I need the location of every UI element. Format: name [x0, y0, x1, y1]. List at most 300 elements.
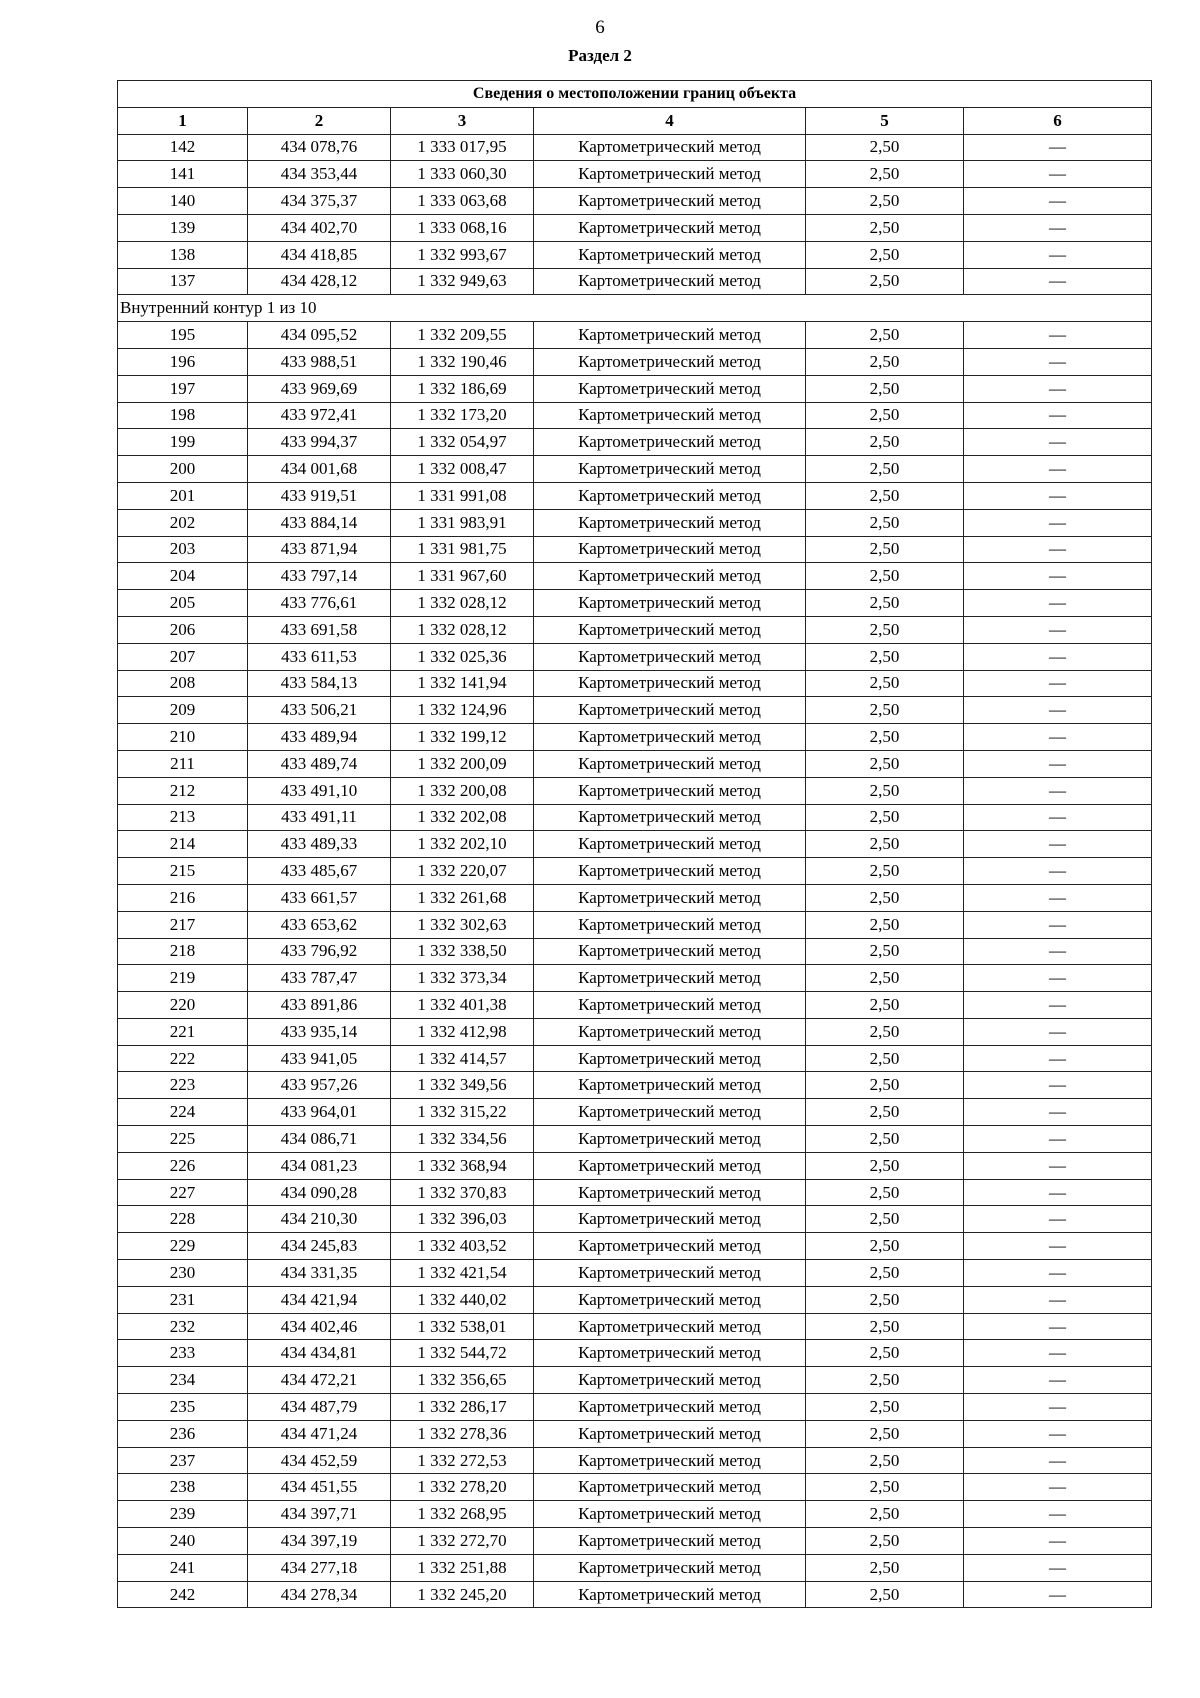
table-row — [118, 1528, 1152, 1555]
note-cell: — — [964, 911, 1152, 938]
coordinate-x-cell: 433 489,74 — [248, 750, 391, 777]
method-cell: Картометрический метод — [534, 456, 806, 483]
method-cell: Картометрический метод — [534, 241, 806, 268]
point-number-cell: 219 — [118, 965, 248, 992]
coordinate-y-cell: 1 332 544,72 — [391, 1340, 534, 1367]
coordinate-y-cell: 1 332 272,70 — [391, 1528, 534, 1555]
table-row — [118, 831, 1152, 858]
point-number-cell: 240 — [118, 1528, 248, 1555]
point-number-cell: 227 — [118, 1179, 248, 1206]
accuracy-cell: 2,50 — [806, 858, 964, 885]
note-cell: — — [964, 509, 1152, 536]
coordinate-x-cell: 434 472,21 — [248, 1367, 391, 1394]
coordinate-y-cell: 1 332 054,97 — [391, 429, 534, 456]
point-number-cell: 142 — [118, 134, 248, 161]
coordinate-y-cell: 1 331 983,91 — [391, 509, 534, 536]
point-number-cell: 138 — [118, 241, 248, 268]
coordinate-y-cell: 1 332 286,17 — [391, 1394, 534, 1421]
table-row — [118, 911, 1152, 938]
accuracy-cell: 2,50 — [806, 402, 964, 429]
coordinate-x-cell: 434 245,83 — [248, 1233, 391, 1260]
point-number-cell: 239 — [118, 1501, 248, 1528]
coordinate-y-cell: 1 332 401,38 — [391, 992, 534, 1019]
coordinate-y-cell: 1 332 202,08 — [391, 804, 534, 831]
point-number-cell: 137 — [118, 268, 248, 295]
point-number-cell: 235 — [118, 1394, 248, 1421]
note-cell: — — [964, 724, 1152, 751]
method-cell: Картометрический метод — [534, 992, 806, 1019]
accuracy-cell: 2,50 — [806, 1179, 964, 1206]
note-cell: — — [964, 1233, 1152, 1260]
note-cell: — — [964, 188, 1152, 215]
coordinate-y-cell: 1 332 278,20 — [391, 1474, 534, 1501]
point-number-cell: 208 — [118, 670, 248, 697]
accuracy-cell: 2,50 — [806, 241, 964, 268]
accuracy-cell: 2,50 — [806, 1554, 964, 1581]
point-number-cell: 198 — [118, 402, 248, 429]
point-number-cell: 212 — [118, 777, 248, 804]
method-cell: Картометрический метод — [534, 563, 806, 590]
method-cell: Картометрический метод — [534, 911, 806, 938]
coordinate-y-cell: 1 332 278,36 — [391, 1420, 534, 1447]
coordinate-x-cell: 434 428,12 — [248, 268, 391, 295]
coordinate-x-cell: 433 919,51 — [248, 482, 391, 509]
note-cell: — — [964, 429, 1152, 456]
coordinate-x-cell: 433 964,01 — [248, 1099, 391, 1126]
coordinate-y-cell: 1 332 245,20 — [391, 1581, 534, 1608]
coordinate-y-cell: 1 332 356,65 — [391, 1367, 534, 1394]
method-cell: Картометрический метод — [534, 884, 806, 911]
table-row — [118, 670, 1152, 697]
note-cell: — — [964, 1367, 1152, 1394]
coordinate-x-cell: 433 797,14 — [248, 563, 391, 590]
note-cell: — — [964, 1420, 1152, 1447]
method-cell: Картометрический метод — [534, 750, 806, 777]
accuracy-cell: 2,50 — [806, 1152, 964, 1179]
method-cell: Картометрический метод — [534, 509, 806, 536]
note-cell: — — [964, 965, 1152, 992]
coordinate-x-cell: 434 375,37 — [248, 188, 391, 215]
accuracy-cell: 2,50 — [806, 1501, 964, 1528]
method-cell: Картометрический метод — [534, 1528, 806, 1555]
coordinate-x-cell: 433 871,94 — [248, 536, 391, 563]
coordinate-y-cell: 1 332 949,63 — [391, 268, 534, 295]
note-cell: — — [964, 1179, 1152, 1206]
note-cell: — — [964, 1152, 1152, 1179]
point-number-cell: 228 — [118, 1206, 248, 1233]
table-row — [118, 456, 1152, 483]
point-number-cell: 232 — [118, 1313, 248, 1340]
accuracy-cell: 2,50 — [806, 188, 964, 215]
note-cell: — — [964, 348, 1152, 375]
table-row — [118, 1126, 1152, 1153]
method-cell: Картометрический метод — [534, 1367, 806, 1394]
coordinate-x-cell: 433 653,62 — [248, 911, 391, 938]
accuracy-cell: 2,50 — [806, 911, 964, 938]
table-row — [118, 724, 1152, 751]
accuracy-cell: 2,50 — [806, 938, 964, 965]
accuracy-cell: 2,50 — [806, 1474, 964, 1501]
table-row — [118, 938, 1152, 965]
method-cell: Картометрический метод — [534, 1152, 806, 1179]
accuracy-cell: 2,50 — [806, 1260, 964, 1287]
method-cell: Картометрический метод — [534, 1447, 806, 1474]
coordinate-y-cell: 1 332 396,03 — [391, 1206, 534, 1233]
method-cell: Картометрический метод — [534, 1206, 806, 1233]
coordinate-y-cell: 1 332 421,54 — [391, 1260, 534, 1287]
point-number-cell: 234 — [118, 1367, 248, 1394]
note-cell: — — [964, 402, 1152, 429]
coordinate-y-cell: 1 332 220,07 — [391, 858, 534, 885]
coordinate-x-cell: 434 210,30 — [248, 1206, 391, 1233]
table-row — [118, 992, 1152, 1019]
coordinate-x-cell: 434 471,24 — [248, 1420, 391, 1447]
accuracy-cell: 2,50 — [806, 804, 964, 831]
table-row — [118, 616, 1152, 643]
point-number-cell: 205 — [118, 590, 248, 617]
accuracy-cell: 2,50 — [806, 724, 964, 751]
method-cell: Картометрический метод — [534, 1072, 806, 1099]
method-cell: Картометрический метод — [534, 804, 806, 831]
accuracy-cell: 2,50 — [806, 1045, 964, 1072]
accuracy-cell: 2,50 — [806, 348, 964, 375]
method-cell: Картометрический метод — [534, 616, 806, 643]
point-number-cell: 210 — [118, 724, 248, 751]
coordinate-x-cell: 433 957,26 — [248, 1072, 391, 1099]
point-number-cell: 215 — [118, 858, 248, 885]
page-number: 6 — [595, 17, 605, 38]
coordinate-x-cell: 434 331,35 — [248, 1260, 391, 1287]
coordinate-y-cell: 1 332 008,47 — [391, 456, 534, 483]
table-row — [118, 1179, 1152, 1206]
point-number-cell: 202 — [118, 509, 248, 536]
table-caption-row — [118, 81, 1152, 108]
accuracy-cell: 2,50 — [806, 616, 964, 643]
method-cell: Картометрический метод — [534, 1474, 806, 1501]
coordinate-x-cell: 434 397,19 — [248, 1528, 391, 1555]
coordinate-y-cell: 1 332 538,01 — [391, 1313, 534, 1340]
contour-section — [118, 295, 1152, 322]
note-cell: — — [964, 1072, 1152, 1099]
point-number-cell: 140 — [118, 188, 248, 215]
column-number: 5 — [806, 107, 964, 134]
table-row — [118, 858, 1152, 885]
note-cell: — — [964, 858, 1152, 885]
method-cell: Картометрический метод — [534, 375, 806, 402]
table-row — [118, 750, 1152, 777]
point-number-cell: 203 — [118, 536, 248, 563]
note-cell: — — [964, 1206, 1152, 1233]
coordinate-x-cell: 433 691,58 — [248, 616, 391, 643]
accuracy-cell: 2,50 — [806, 134, 964, 161]
note-cell: — — [964, 1260, 1152, 1287]
coordinate-y-cell: 1 332 209,55 — [391, 322, 534, 349]
note-cell: — — [964, 482, 1152, 509]
coordinate-x-cell: 433 776,61 — [248, 590, 391, 617]
coordinate-y-cell: 1 332 141,94 — [391, 670, 534, 697]
note-cell: — — [964, 643, 1152, 670]
coordinate-x-cell: 433 611,53 — [248, 643, 391, 670]
method-cell: Картометрический метод — [534, 1099, 806, 1126]
coordinate-x-cell: 434 095,52 — [248, 322, 391, 349]
point-number-cell: 197 — [118, 375, 248, 402]
method-cell: Картометрический метод — [534, 697, 806, 724]
table-row — [118, 1045, 1152, 1072]
coordinate-x-cell: 433 994,37 — [248, 429, 391, 456]
table-row — [118, 884, 1152, 911]
contour-header-row — [118, 295, 1152, 322]
point-number-cell: 242 — [118, 1581, 248, 1608]
coordinate-y-cell: 1 332 186,69 — [391, 375, 534, 402]
accuracy-cell: 2,50 — [806, 375, 964, 402]
accuracy-cell: 2,50 — [806, 214, 964, 241]
coordinate-x-cell: 433 941,05 — [248, 1045, 391, 1072]
note-cell: — — [964, 1313, 1152, 1340]
coordinate-x-cell: 433 935,14 — [248, 1018, 391, 1045]
coordinate-y-cell: 1 332 414,57 — [391, 1045, 534, 1072]
method-cell: Картометрический метод — [534, 536, 806, 563]
point-number-cell: 139 — [118, 214, 248, 241]
table-row — [118, 965, 1152, 992]
point-number-cell: 209 — [118, 697, 248, 724]
accuracy-cell: 2,50 — [806, 750, 964, 777]
coordinate-y-cell: 1 332 338,50 — [391, 938, 534, 965]
method-cell: Картометрический метод — [534, 322, 806, 349]
table-row — [118, 322, 1152, 349]
method-cell: Картометрический метод — [534, 1581, 806, 1608]
point-number-cell: 241 — [118, 1554, 248, 1581]
note-cell: — — [964, 1045, 1152, 1072]
method-cell: Картометрический метод — [534, 1420, 806, 1447]
note-cell: — — [964, 1286, 1152, 1313]
coordinate-y-cell: 1 332 368,94 — [391, 1152, 534, 1179]
accuracy-cell: 2,50 — [806, 1286, 964, 1313]
coordinate-y-cell: 1 333 017,95 — [391, 134, 534, 161]
method-cell: Картометрический метод — [534, 1554, 806, 1581]
coordinate-x-cell: 433 972,41 — [248, 402, 391, 429]
accuracy-cell: 2,50 — [806, 992, 964, 1019]
note-cell: — — [964, 1554, 1152, 1581]
coordinate-y-cell: 1 332 200,08 — [391, 777, 534, 804]
point-number-cell: 195 — [118, 322, 248, 349]
point-number-cell: 222 — [118, 1045, 248, 1072]
accuracy-cell: 2,50 — [806, 456, 964, 483]
point-number-cell: 200 — [118, 456, 248, 483]
method-cell: Картометрический метод — [534, 590, 806, 617]
table-row — [118, 1474, 1152, 1501]
table-row — [118, 1420, 1152, 1447]
note-cell: — — [964, 884, 1152, 911]
accuracy-cell: 2,50 — [806, 322, 964, 349]
note-cell: — — [964, 1099, 1152, 1126]
table-row — [118, 590, 1152, 617]
note-cell: — — [964, 1018, 1152, 1045]
coordinate-x-cell: 433 884,14 — [248, 509, 391, 536]
point-number-cell: 217 — [118, 911, 248, 938]
coordinate-y-cell: 1 332 199,12 — [391, 724, 534, 751]
coordinate-y-cell: 1 332 302,63 — [391, 911, 534, 938]
method-cell: Картометрический метод — [534, 134, 806, 161]
coordinate-y-cell: 1 333 068,16 — [391, 214, 534, 241]
note-cell: — — [964, 670, 1152, 697]
coordinate-x-cell: 434 452,59 — [248, 1447, 391, 1474]
method-cell: Картометрический метод — [534, 482, 806, 509]
accuracy-cell: 2,50 — [806, 1206, 964, 1233]
method-cell: Картометрический метод — [534, 1179, 806, 1206]
method-cell: Картометрический метод — [534, 188, 806, 215]
coordinate-x-cell: 433 661,57 — [248, 884, 391, 911]
table-row — [118, 509, 1152, 536]
coordinate-x-cell: 434 078,76 — [248, 134, 391, 161]
method-cell: Картометрический метод — [534, 1018, 806, 1045]
column-number: 3 — [391, 107, 534, 134]
point-number-cell: 226 — [118, 1152, 248, 1179]
coordinate-x-cell: 433 506,21 — [248, 697, 391, 724]
accuracy-cell: 2,50 — [806, 697, 964, 724]
coordinate-x-cell: 433 584,13 — [248, 670, 391, 697]
accuracy-cell: 2,50 — [806, 1394, 964, 1421]
table-row — [118, 536, 1152, 563]
method-cell: Картометрический метод — [534, 161, 806, 188]
coordinate-x-cell: 434 278,34 — [248, 1581, 391, 1608]
coordinate-y-cell: 1 332 268,95 — [391, 1501, 534, 1528]
table-row — [118, 1367, 1152, 1394]
outer-contour-rows — [118, 134, 1152, 295]
accuracy-cell: 2,50 — [806, 1018, 964, 1045]
table-row — [118, 1206, 1152, 1233]
accuracy-cell: 2,50 — [806, 965, 964, 992]
note-cell: — — [964, 1581, 1152, 1608]
coordinate-x-cell: 433 988,51 — [248, 348, 391, 375]
method-cell: Картометрический метод — [534, 214, 806, 241]
method-cell: Картометрический метод — [534, 724, 806, 751]
coordinate-x-cell: 433 796,92 — [248, 938, 391, 965]
point-number-cell: 204 — [118, 563, 248, 590]
note-cell: — — [964, 804, 1152, 831]
table-row — [118, 268, 1152, 295]
note-cell: — — [964, 268, 1152, 295]
note-cell: — — [964, 616, 1152, 643]
coordinate-y-cell: 1 331 991,08 — [391, 482, 534, 509]
coordinate-y-cell: 1 332 028,12 — [391, 590, 534, 617]
method-cell: Картометрический метод — [534, 938, 806, 965]
coordinate-y-cell: 1 332 370,83 — [391, 1179, 534, 1206]
table-row — [118, 134, 1152, 161]
accuracy-cell: 2,50 — [806, 1313, 964, 1340]
table-row — [118, 643, 1152, 670]
accuracy-cell: 2,50 — [806, 884, 964, 911]
note-cell: — — [964, 1474, 1152, 1501]
coordinate-x-cell: 434 434,81 — [248, 1340, 391, 1367]
point-number-cell: 238 — [118, 1474, 248, 1501]
accuracy-cell: 2,50 — [806, 643, 964, 670]
method-cell: Картометрический метод — [534, 1501, 806, 1528]
method-cell: Картометрический метод — [534, 858, 806, 885]
table-row — [118, 1152, 1152, 1179]
coordinate-x-cell: 434 353,44 — [248, 161, 391, 188]
point-number-cell: 196 — [118, 348, 248, 375]
point-number-cell: 223 — [118, 1072, 248, 1099]
accuracy-cell: 2,50 — [806, 1233, 964, 1260]
accuracy-cell: 2,50 — [806, 1072, 964, 1099]
table-row — [118, 482, 1152, 509]
coordinate-x-cell: 433 485,67 — [248, 858, 391, 885]
point-number-cell: 229 — [118, 1233, 248, 1260]
note-cell: — — [964, 241, 1152, 268]
point-number-cell: 214 — [118, 831, 248, 858]
coordinate-y-cell: 1 332 200,09 — [391, 750, 534, 777]
coordinate-y-cell: 1 332 315,22 — [391, 1099, 534, 1126]
point-number-cell: 220 — [118, 992, 248, 1019]
coordinate-x-cell: 434 277,18 — [248, 1554, 391, 1581]
table-row — [118, 241, 1152, 268]
table-row — [118, 375, 1152, 402]
coordinate-x-cell: 433 891,86 — [248, 992, 391, 1019]
accuracy-cell: 2,50 — [806, 670, 964, 697]
table-row — [118, 1313, 1152, 1340]
point-number-cell: 224 — [118, 1099, 248, 1126]
accuracy-cell: 2,50 — [806, 831, 964, 858]
point-number-cell: 225 — [118, 1126, 248, 1153]
method-cell: Картометрический метод — [534, 402, 806, 429]
accuracy-cell: 2,50 — [806, 590, 964, 617]
table-row — [118, 348, 1152, 375]
note-cell: — — [964, 697, 1152, 724]
table-row — [118, 402, 1152, 429]
point-number-cell: 233 — [118, 1340, 248, 1367]
note-cell: — — [964, 563, 1152, 590]
note-cell: — — [964, 1528, 1152, 1555]
coordinate-y-cell: 1 332 025,36 — [391, 643, 534, 670]
accuracy-cell: 2,50 — [806, 1528, 964, 1555]
table-caption: Сведения о местоположении границ объекта — [118, 81, 1152, 108]
method-cell: Картометрический метод — [534, 429, 806, 456]
accuracy-cell: 2,50 — [806, 536, 964, 563]
table-row — [118, 1581, 1152, 1608]
table-row — [118, 777, 1152, 804]
note-cell: — — [964, 590, 1152, 617]
coordinate-x-cell: 433 969,69 — [248, 375, 391, 402]
method-cell: Картометрический метод — [534, 348, 806, 375]
method-cell: Картометрический метод — [534, 1286, 806, 1313]
method-cell: Картометрический метод — [534, 670, 806, 697]
accuracy-cell: 2,50 — [806, 429, 964, 456]
coordinate-x-cell: 433 491,10 — [248, 777, 391, 804]
column-number: 6 — [964, 107, 1152, 134]
coordinate-x-cell: 434 402,70 — [248, 214, 391, 241]
table-row — [118, 429, 1152, 456]
coordinate-y-cell: 1 333 060,30 — [391, 161, 534, 188]
accuracy-cell: 2,50 — [806, 1099, 964, 1126]
coordinate-y-cell: 1 332 124,96 — [391, 697, 534, 724]
coordinate-y-cell: 1 332 272,53 — [391, 1447, 534, 1474]
point-number-cell: 230 — [118, 1260, 248, 1287]
method-cell: Картометрический метод — [534, 1260, 806, 1287]
table-row — [118, 161, 1152, 188]
table-row — [118, 697, 1152, 724]
accuracy-cell: 2,50 — [806, 1367, 964, 1394]
table-row — [118, 1260, 1152, 1287]
note-cell: — — [964, 1340, 1152, 1367]
coordinate-x-cell: 433 787,47 — [248, 965, 391, 992]
column-number: 4 — [534, 107, 806, 134]
coordinate-x-cell: 434 086,71 — [248, 1126, 391, 1153]
boundary-coordinates-table — [117, 80, 1152, 1608]
table-row — [118, 214, 1152, 241]
table-row — [118, 1501, 1152, 1528]
note-cell: — — [964, 375, 1152, 402]
point-number-cell: 218 — [118, 938, 248, 965]
